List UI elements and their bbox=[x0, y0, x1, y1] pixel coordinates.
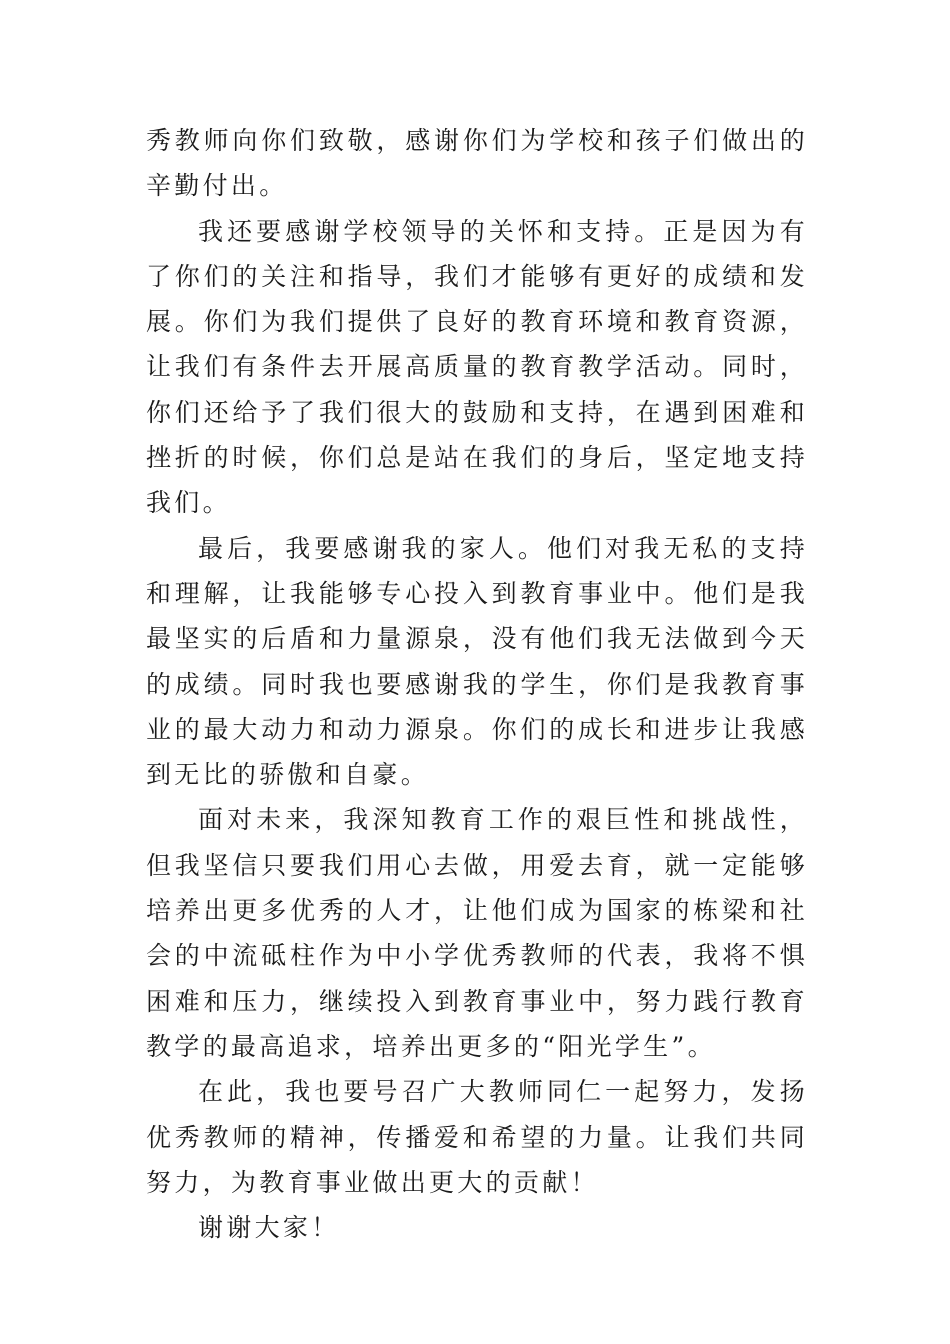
paragraph-thanks-leadership: 我还要感谢学校领导的关怀和支持。正是因为有了你们的关注和指导，我们才能够有更好的成绩和发展。你们为我们提供了良好的教育环境和教育资源，让我们有条件去开展高质量的教育教学活动。同时，你们还给予了我们很大的鼓励和支持，在遇到困难和挫折的时候，你们总是站在我们的身后，坚定地支持我们。 bbox=[146, 216, 808, 518]
paragraph-continued: 秀教师向你们致敬，感谢你们为学校和孩子们做出的辛勤付出。 bbox=[146, 126, 808, 201]
document-body bbox=[146, 118, 808, 1250]
paragraph-call-to-action: 在此，我也要号召广大教师同仁一起努力，发扬优秀教师的精神，传播爱和希望的力量。让我们共同努力，为教育事业做出更大的贡献！ bbox=[146, 1077, 808, 1197]
paragraph-closing: 谢谢大家！ bbox=[198, 1213, 340, 1243]
paragraph-thanks-family: 最后，我要感谢我的家人。他们对我无私的支持和理解，让我能够专心投入到教育事业中。他们是我最坚实的后盾和力量源泉，没有他们我无法做到今天的成绩。同时我也要感谢我的学生，你们是我教育事业的最大动力和动力源泉。你们的成长和进步让我感到无比的骄傲和自豪。 bbox=[146, 533, 808, 790]
paragraph-future: 面对未来，我深知教育工作的艰巨性和挑战性，但我坚信只要我们用心去做，用爱去育，就一定能够培养出更多优秀的人才，让他们成为国家的栋梁和社会的中流砥柱作为中小学优秀教师的代表，我将不惧困难和压力，继续投入到教育事业中，努力践行教育教学的最高追求，培养出更多的“阳光学生”。 bbox=[146, 805, 808, 1061]
